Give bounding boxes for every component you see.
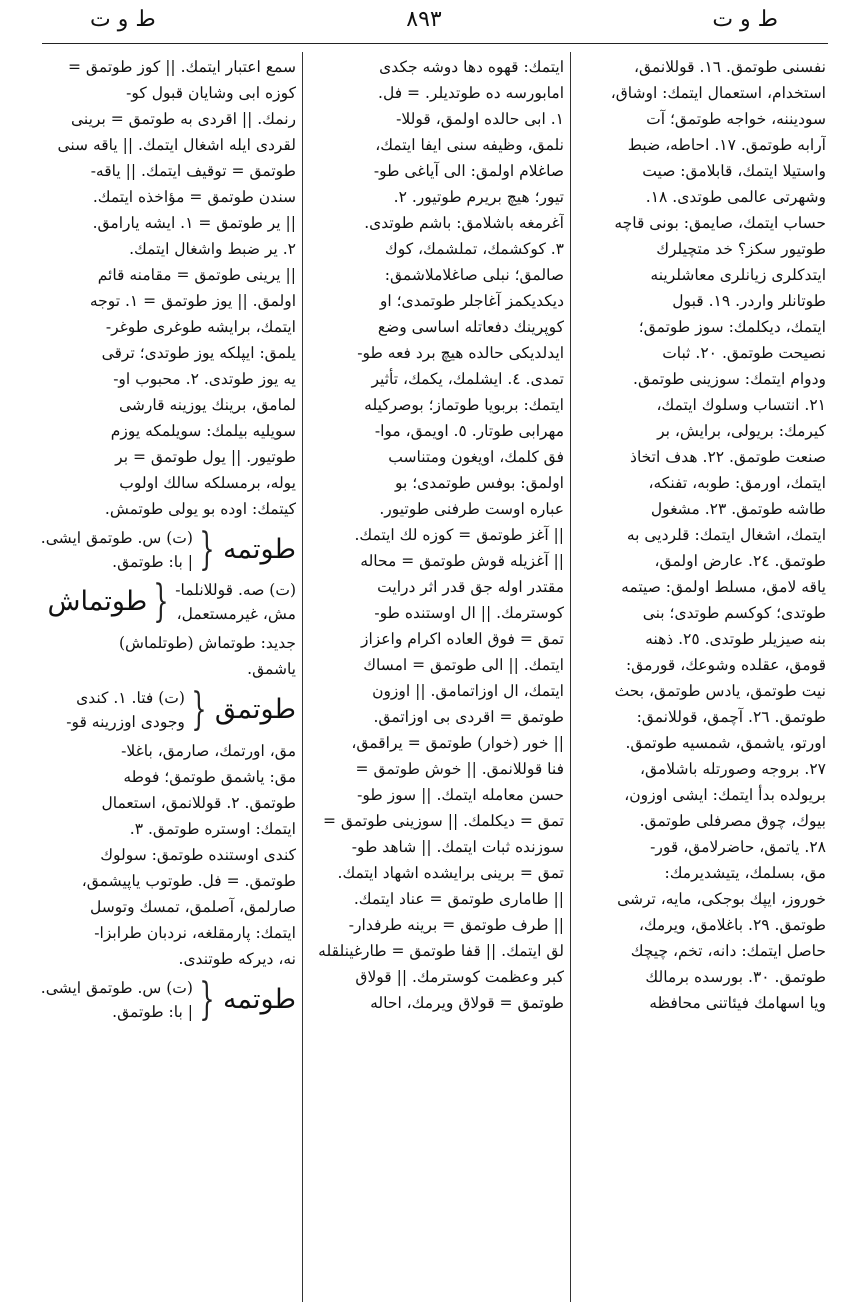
text-line: || آغزیله قوش طوتمق = محاله: [360, 552, 564, 570]
text-line: فق کلمك، اویغون ومتناسب: [388, 448, 564, 466]
text-line: کبر وعظمت کوسترمك. || قولاق: [355, 968, 564, 986]
text-line: طوتدی؛ کوکسم طوتدی؛ بنی: [642, 604, 826, 622]
header-rule: [42, 43, 828, 44]
text-line: بنه صیزیلر طوتدی. ٢٥. ذهنه: [645, 630, 826, 648]
text-line: عباره اوست طرفنی طوتیور.: [379, 500, 564, 518]
text-line: کوپرینك دفعاتله اساسی وضع: [377, 318, 564, 336]
definition-line: | با: طوتمق.: [112, 1003, 193, 1021]
text-line: یوله، برمسلکه سالك اولوب: [119, 474, 296, 492]
text-line: کیرمك: بريولی، برایش، بر: [657, 422, 826, 440]
text-line: صارلمق، آصلمق، تمسك وتوسل: [90, 898, 296, 916]
text-line: واستیلا ایتمك، قابلامق: صیت: [642, 162, 826, 180]
text-line: طوتمق. = فل. طوتوب یاپیشمق،: [81, 872, 296, 890]
text-line: فنا قوللانمق. || خوش طوتمق =: [355, 760, 564, 778]
dictionary-entry: [24, 526, 296, 574]
text-line: نیت طوتمق، یادس طوتمق، بحث: [614, 682, 826, 700]
text-line: ایتمك: پارمقلغه، نردبان طرابزا-: [94, 924, 296, 942]
text-line: نصیحت طوتمق. ٢٠. ثبات: [662, 344, 826, 362]
text-line: جدید: طوتماش (طوتلماش): [119, 634, 296, 652]
text-line: طوتمق = توقیف ایتمك. || یاقه-: [90, 162, 296, 180]
entry-headword: طوتمق: [214, 694, 296, 725]
dictionary-entry: [24, 578, 296, 626]
text-line: ایدلدیکی حالده هیچ برد فعه طو-: [357, 344, 564, 362]
text-line: مق، بسلمك، یتیشدیرمك:: [664, 864, 826, 882]
text-line: بريولده بدأ ایتمك: ایشی اوزون،: [624, 786, 826, 804]
text-line: تمق = برینی برایشده اشهاد ایتمك.: [337, 864, 564, 882]
text-line: ایتمك: قهوه دها دوشه جکدی: [379, 58, 564, 76]
entry-headword: طوتمه: [222, 534, 296, 565]
text-line: سویلیه بیلمك: سویلمکه یوزم: [110, 422, 296, 440]
definition-line: مش، غیرمستعمل،: [176, 605, 296, 623]
text-line: || یر طوتمق = ١. ایشه یارامق.: [92, 214, 296, 232]
text-line: آرابه طوتمق. ١٧. احاطه، ضبط: [627, 136, 826, 154]
text-line: لق ایتمك. || قفا طوتمق = طارغینلقله: [318, 942, 564, 960]
text-line: ودوام ایتمك: سوزینی طوتمق.: [633, 370, 826, 388]
text-line: ایتمك، اورمق: طوبه، تفنکه،: [648, 474, 826, 492]
text-line: طوتیور. || یول طوتمق = بر: [115, 448, 296, 466]
text-line: || آغز طوتمق = کوزه لك ایتمك.: [354, 526, 564, 544]
column-left: [24, 54, 296, 1294]
column-middle: [308, 54, 564, 1294]
definition-line: (ت) صه. قوللانلما-: [175, 581, 296, 599]
text-line: اولمق. || یوز طوتمق = ١. توجه: [89, 292, 296, 310]
text-line: ایتمك، برایشه طوغری طوغر-: [105, 318, 296, 336]
text-line: ایتمك، اشغال ایتمك: قلرديی به: [626, 526, 826, 544]
text-line: ٢٧. بروجه وصورتله باشلامق،: [639, 760, 826, 778]
text-line: مهرابی طوتار. ٥. اویمق، موا-: [374, 422, 564, 440]
text-line: طوتمق. ٢٤. عارض اولمق،: [654, 552, 826, 570]
text-line: حاصل ایتمك: دانه، تخم، چیچك: [630, 942, 826, 960]
text-line: ٢٨. یاتمق، حاضرلامق، قور-: [650, 838, 826, 856]
text-line: ایتمك: اوستره طوتمق. ٣.: [129, 820, 296, 838]
text-line: بیوك، چوق مصرفلی طوتمق.: [639, 812, 826, 830]
text-line: یاقه لامق، مسلط اولمق: صیتمه: [621, 578, 826, 596]
text-line: طوتمق = قولاق ویرمك، احاله: [370, 994, 564, 1012]
text-line: صاغلام اولمق: الی آیاغی طو-: [373, 162, 564, 180]
text-line: کوزه ابی وشایان قبول کو-: [126, 84, 296, 102]
brace-glyph: {: [191, 684, 207, 735]
text-line: سوزنده ثبات ایتمك. || شاهد طو-: [351, 838, 564, 856]
brace-glyph: {: [153, 576, 169, 627]
text-line: رنمك. || اقردی به طوتمق = برینی: [71, 110, 296, 128]
text-line: خوروز، ایپك بوجکی، مایه، ترشی: [617, 890, 826, 908]
text-line: دیکدیکمز آغاجلر طوتمدی؛ او: [379, 292, 564, 310]
text-line: اورتو، یاشمق، شمسیه طوتمق.: [625, 734, 826, 752]
text-line: ٢١. انتساب وسلوك ایتمك،: [656, 396, 826, 414]
text-line: کیتمك: اوده بو یولی طوتمش.: [104, 500, 296, 518]
text-line: صالمق؛ نبلی صاغلاملاشمق:: [384, 266, 564, 284]
text-line: استخدام، استعمال ایتمك: اوشاق،: [610, 84, 826, 102]
definition-line: (ت) س. طوتمق ایشی.: [40, 529, 193, 547]
entry-definition: [66, 686, 185, 734]
text-line: طوتیور سکز؟ خد متچیلرك: [656, 240, 826, 258]
brace-glyph: {: [199, 974, 215, 1025]
definition-line: (ت) س. طوتمق ایشی.: [40, 979, 193, 997]
text-line: مق، اورتمك، صارمق، باغلا-: [121, 742, 296, 760]
dictionary-entry: [24, 976, 296, 1024]
text-line: آغرمغه باشلامق: باشم طوتدی.: [364, 214, 564, 232]
text-line: کندی اوستنده طوتمق: سولوك: [100, 846, 296, 864]
column-right: [578, 54, 826, 1294]
dictionary-entry: [24, 686, 296, 734]
text-line: حساب ایتمك، صایمق: بونی قاچه: [614, 214, 826, 232]
text-line: سوديننه، خواجه طوتمق؛ آت: [646, 110, 826, 128]
text-line: طوتمق = اقردی بی اوزاتمق.: [373, 708, 564, 726]
text-line: یاشمق.: [247, 660, 296, 678]
text-line: ایتمك، دیکلمك: سوز طوتمق؛: [638, 318, 826, 336]
entry-headword: طوتماش: [47, 586, 148, 617]
text-line: تمدی. ٤. ایشلمك، یکمك، تأثیر: [371, 370, 564, 388]
text-line: ١. ابی حالده اولمق، قوللا-: [396, 110, 564, 128]
text-line: طوتمق. ٣٠. بورسده برمالك: [645, 968, 826, 986]
text-line: لقردی ایله اشغال ایتمك. || یاقه سنی: [57, 136, 296, 154]
page-header: [0, 0, 848, 42]
text-line: ایتدکلری زیانلری معاشلرینه: [650, 266, 826, 284]
text-line: طوتمق. ٢٩. باغلامق، ویرمك،: [638, 916, 826, 934]
text-line: نفسنی طوتمق. ١٦. قوللانمق،: [633, 58, 826, 76]
text-line: تمق = فوق العاده اکرام واعزاز: [360, 630, 564, 648]
text-line: طوتمق. ٢٦. آچمق، قوللانمق:: [636, 708, 826, 726]
text-line: مق: یاشمق طوتمق؛ فوطه: [123, 768, 296, 786]
text-line: قومق، عقلده وشوعك، قورمق:: [625, 656, 826, 674]
text-line: ٢. یر ضبط واشغال ایتمك.: [129, 240, 296, 258]
text-line: تیور؛ هیچ بريرم طوتیور. ٢.: [393, 188, 564, 206]
text-line: امابورسه ده طوتدیلر. = فل.: [378, 84, 564, 102]
header-guide-left: ط و ت: [90, 7, 156, 32]
text-line: طوتانلر واردر. ١٩. قبول: [672, 292, 826, 310]
text-line: || طامارى طوتمق = عناد ایتمك.: [353, 890, 564, 908]
definition-line: | با: طوتمق.: [112, 553, 193, 571]
text-line: اولمق: بوفس طوتمدی؛ بو: [394, 474, 564, 492]
text-line: نه، دیرکه طوتندی.: [178, 950, 296, 968]
page-number: ۸۹۳: [406, 7, 442, 32]
text-line: وشهرتی عالمی طوتدی. ١٨.: [645, 188, 826, 206]
text-line: کوسترمك. || ال اوستنده طو-: [374, 604, 564, 622]
text-line: تمق = دیکلمك. || سوزینی طوتمق =: [323, 812, 564, 830]
definition-line: (ت) فتا. ١. کندی: [76, 689, 185, 707]
entry-headword: طوتمه: [222, 984, 296, 1015]
text-line: مقتدر اوله جق قدر اثر درایت: [377, 578, 564, 596]
text-line: سمع اعتبار ایتمك. || کوز طوتمق =: [68, 58, 296, 76]
text-line: || خور (خوار) طوتمق = یراقمق،: [351, 734, 564, 752]
text-line: یلمق: ایپلکه یوز طوتدی؛ ترقی: [101, 344, 296, 362]
text-line: || طرف طوتمق = برینه طرفدار-: [348, 916, 564, 934]
text-line: ایتمك: بربویا طوتماز؛ بوصرکیله: [364, 396, 564, 414]
entry-definition: [175, 578, 296, 626]
text-line: سندن طوتمق = مؤاخذه ایتمك.: [92, 188, 296, 206]
text-line: طوتمق. ٢. قوللانمق، استعمال: [101, 794, 296, 812]
column-rule-left: [302, 52, 303, 1302]
brace-glyph: {: [199, 524, 215, 575]
text-line: حسن معامله ایتمك. || سوز طو-: [357, 786, 564, 804]
entry-definition: [41, 526, 193, 574]
header-guide-right: ط و ت: [712, 7, 778, 32]
text-line: ویا اسهامك فیئاتنی محافظه: [649, 994, 826, 1012]
text-line: طاشه طوتمق. ٢٣. مشغول: [650, 500, 826, 518]
column-rule-right: [570, 52, 571, 1302]
text-line: یه یوز طوتدی. ٢. محبوب او-: [113, 370, 296, 388]
text-line: ایتمك. || الی طوتمق = امساك: [363, 656, 564, 674]
text-line: صنعت طوتمق. ٢٢. هدف اتخاذ: [630, 448, 826, 466]
text-line: لمامق، برینك یوزینه قارشی: [119, 396, 296, 414]
definition-line: وجودی اوزرینه قو-: [66, 713, 185, 731]
text-line: ایتمك، ال اوزاتمامق. || اوزون: [372, 682, 564, 700]
text-line: || یرینی طوتمق = مقامنه قائم: [97, 266, 296, 284]
text-line: ٣. کوکشمك، تملشمك، کوك: [384, 240, 564, 258]
entry-definition: [41, 976, 193, 1024]
text-line: نلمق، وظیفه سنی ایفا ایتمك،: [375, 136, 564, 154]
